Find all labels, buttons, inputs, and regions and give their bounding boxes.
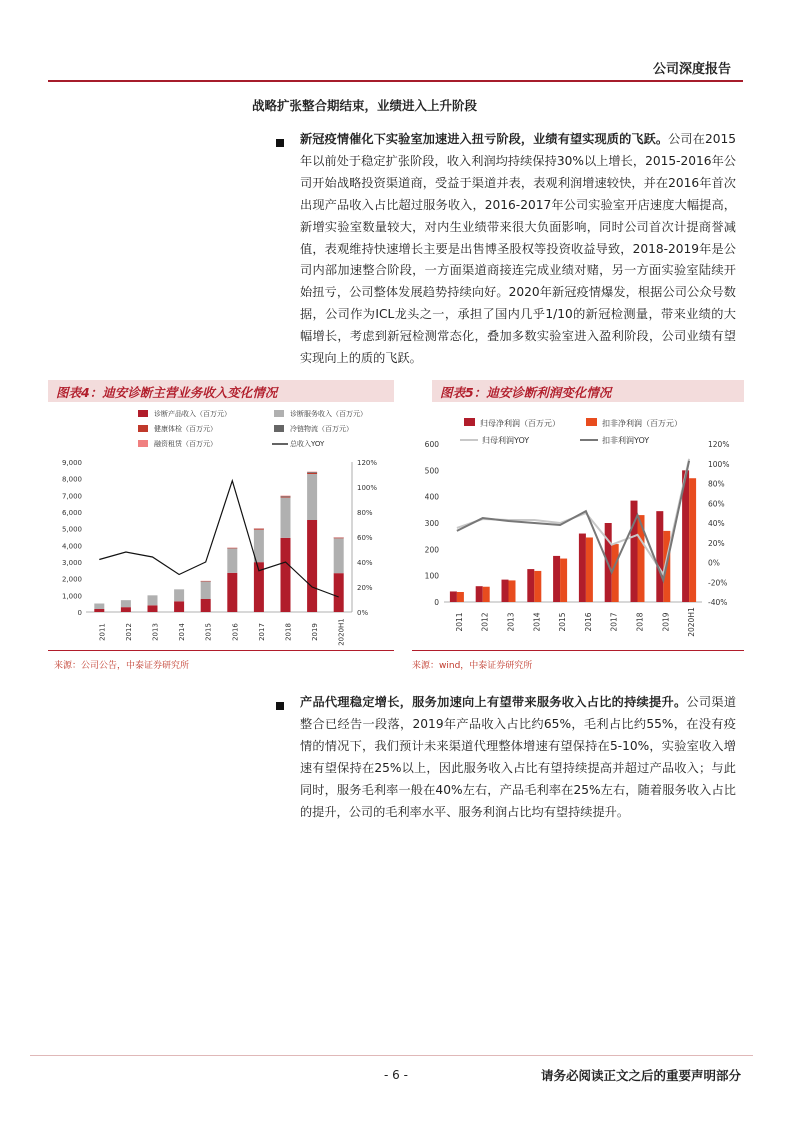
- bar-service-2016: [227, 549, 237, 573]
- legend-label: 诊断服务收入（百万元）: [290, 410, 367, 418]
- legend-swatch-4: [138, 440, 148, 447]
- y-tick-label: 3,000: [61, 559, 82, 567]
- figure4-source: 来源：公司公告，中泰证券研究所: [54, 661, 190, 671]
- bar-other-2017: [254, 529, 264, 530]
- bar-net-profit-2015: [553, 556, 560, 602]
- y2-tick-label: 120%: [708, 440, 730, 449]
- bar-product-2015: [201, 599, 211, 612]
- legend-swatch-0: [138, 410, 148, 417]
- figure4-banner: [48, 380, 394, 402]
- bar-product-2016: [227, 573, 237, 612]
- figure5-source: 来源：wind，中泰证券研究所: [412, 661, 533, 671]
- y-tick-label: 9,000: [61, 459, 82, 467]
- bar-net-profit-2019: [656, 511, 663, 602]
- x-tick-label: 2016: [231, 623, 240, 641]
- page-number: - 6 -: [384, 1068, 408, 1082]
- x-tick-label: 2017: [609, 612, 619, 632]
- y2-tick-label: -40%: [708, 598, 728, 607]
- x-tick-label: 2015: [558, 612, 568, 632]
- bar-other-2015: [201, 581, 211, 582]
- y2-tick-label: 100%: [708, 459, 730, 469]
- bar-other-2019: [307, 473, 317, 474]
- bar-service-2012: [121, 600, 131, 607]
- bar-net-profit-2013: [502, 580, 509, 602]
- paragraph-2-lead: 产品代理稳定增长，服务加速向上有望带来服务收入占比的持续提升。: [300, 695, 687, 709]
- bullet-marker-1: [276, 139, 284, 147]
- figure4-bottom-rule: [48, 650, 394, 651]
- x-tick-label: 2016: [583, 612, 593, 632]
- y-tick-label: 7,000: [61, 492, 82, 501]
- bar-product-2012: [121, 607, 131, 612]
- report-header-title: 公司深度报告: [652, 62, 731, 77]
- bar-other-2016: [227, 548, 237, 549]
- y2-tick-label: 80%: [357, 509, 373, 517]
- figure5-chart: [412, 404, 744, 648]
- legend-label: 归母净利润（百万元）: [480, 419, 560, 428]
- x-tick-label: 2011: [454, 612, 464, 632]
- x-tick-label: 2017: [257, 623, 266, 641]
- legend-label: 扣非利润YOY: [602, 436, 650, 445]
- y-tick-label: 0: [77, 609, 82, 617]
- legend-swatch-3: [274, 425, 284, 432]
- bar-product-2019: [307, 520, 317, 612]
- x-tick-label: 2019: [661, 612, 671, 632]
- figure5-title: 图表5：迪安诊断利润变化情况: [440, 385, 612, 400]
- bar-deducted-profit-2014: [534, 571, 541, 602]
- legend-label: 融资租赁（百万元）: [154, 440, 217, 448]
- x-tick-label: 2012: [124, 623, 133, 641]
- y-tick-label: 1,000: [61, 592, 82, 601]
- y-tick-label: 200: [424, 545, 439, 555]
- y-tick-label: 600: [424, 440, 439, 449]
- legend-label: 扣非净利润（百万元）: [602, 419, 682, 428]
- x-tick-label: 2014: [178, 623, 187, 641]
- bar-service-2014: [174, 589, 184, 601]
- figure5-banner: [432, 380, 744, 402]
- footer-disclaimer: 请务必阅读正文之后的重要声明部分: [540, 1068, 741, 1083]
- legend-swatch-2: [138, 425, 148, 432]
- bar-net-profit-2012: [476, 586, 483, 602]
- bar-service-2011: [94, 604, 104, 610]
- x-tick-label: 2013: [506, 612, 516, 632]
- bar-other-2018: [281, 496, 291, 497]
- figure5-bottom-rule: [412, 650, 744, 651]
- x-tick-label: 2015: [204, 623, 213, 641]
- bar-deducted-profit-2012: [483, 587, 490, 602]
- y2-tick-label: 0%: [357, 609, 369, 617]
- y2-tick-label: 0%: [708, 558, 720, 568]
- y2-tick-label: 100%: [357, 484, 378, 492]
- bar-deducted-profit-2020H1: [689, 478, 696, 602]
- legend-label: 总收入YOY: [290, 440, 325, 448]
- paragraph-1: [300, 129, 736, 370]
- bar-service-2018: [281, 498, 291, 538]
- paragraph-2: [300, 692, 736, 823]
- x-tick-label: 2020H1: [687, 607, 697, 637]
- y-tick-label: 2,000: [61, 575, 82, 584]
- legend-label: 归母利润YOY: [482, 436, 530, 445]
- y2-tick-label: 120%: [357, 459, 378, 467]
- bar-other-2017: [254, 528, 264, 529]
- y-tick-label: 0: [434, 598, 439, 607]
- bar-deducted-profit-2016: [586, 537, 593, 602]
- y2-tick-label: -20%: [708, 578, 728, 588]
- bar-deducted-profit-2015: [560, 559, 567, 602]
- x-tick-label: 2018: [635, 612, 645, 632]
- figure4-title: 图表4：迪安诊断主营业务收入变化情况: [56, 385, 278, 400]
- legend-swatch-1: [586, 418, 597, 426]
- y-tick-label: 500: [424, 466, 439, 476]
- bar-service-2015: [201, 582, 211, 600]
- x-tick-label: 2020H1: [337, 618, 346, 646]
- bar-deducted-profit-2011: [457, 592, 464, 602]
- paragraph-1-lead: 新冠疫情催化下实验室加速进入扭亏阶段，业绩有望实现质的飞跃。: [300, 132, 669, 146]
- bar-other-2019: [307, 472, 317, 473]
- bar-service-2013: [148, 595, 158, 605]
- legend-swatch-0: [464, 418, 475, 426]
- x-tick-label: 2014: [532, 612, 542, 632]
- section-title: 战略扩张整合期结束，业绩进入上升阶段: [252, 98, 478, 113]
- legend-label: 冷链物流（百万元）: [290, 425, 353, 433]
- header-divider: [48, 80, 743, 82]
- x-tick-label: 2012: [480, 612, 490, 632]
- y2-tick-label: 20%: [357, 584, 373, 592]
- bar-net-profit-2016: [579, 534, 586, 602]
- bar-product-2014: [174, 601, 184, 612]
- y-tick-label: 6,000: [61, 509, 82, 517]
- y-tick-label: 4,000: [61, 542, 82, 551]
- legend-label: 诊断产品收入（百万元）: [154, 410, 231, 418]
- figure4-chart: [48, 404, 394, 648]
- x-tick-label: 2019: [311, 623, 320, 641]
- bullet-marker-2: [276, 702, 284, 710]
- bar-net-profit-2014: [527, 569, 534, 602]
- y-tick-label: 400: [424, 492, 439, 502]
- x-tick-label: 2011: [98, 623, 107, 641]
- y2-tick-label: 20%: [708, 538, 725, 548]
- legend-swatch-1: [274, 410, 284, 417]
- y-tick-label: 5,000: [61, 525, 82, 534]
- y-tick-label: 8,000: [61, 475, 82, 484]
- bar-net-profit-2011: [450, 591, 457, 602]
- y2-tick-label: 60%: [357, 534, 373, 542]
- bar-other-2018: [281, 497, 291, 498]
- bar-service-2019: [307, 474, 317, 520]
- y2-tick-label: 80%: [708, 479, 725, 489]
- legend-label: 健康体检（百万元）: [154, 425, 217, 433]
- bar-product-2011: [94, 609, 104, 612]
- bar-deducted-profit-2013: [509, 580, 516, 602]
- y2-tick-label: 60%: [708, 499, 725, 509]
- y-tick-label: 300: [424, 519, 439, 528]
- bar-deducted-profit-2017: [612, 544, 619, 602]
- line-total-yoy: [99, 481, 338, 597]
- bar-other-2020H1: [334, 537, 344, 538]
- paragraph-1-body: 公司在2015年以前处于稳定扩张阶段，收入利润均持续保持30%以上增长，2015-2016年公司开始战略投资渠道商，受益于渠道并表，表观利润增速较快，并在2016年首次出现产品收入占比超过服务收入，2016-2017年公司实验室开店速度大幅提高，新增实验室数量较大，对内生业绩带来很大负面影响，同时公司首次计提商誉减值，表观维持快速增长主要是出售博圣股权等投资收益导致，2018-2019年是公司内部加速整合阶段，一方面渠道商接连完成业绩对赌，另一方面实验室陆续开始扭亏，公司整体发展趋势持续向好。2020年新冠疫情爆发，根据公司公众号数据，公司作为ICL龙头之一，承担了国内几乎1/10的新冠检测量，带来业绩的大幅增长，考虑到新冠检测常态化，叠加多数实验室进入盈利阶段，公司业绩有望实现向上的质的飞跃。: [300, 132, 736, 366]
- paragraph-2-body: 公司渠道整合已经告一段落，2019年产品收入占比约65%，毛利占比约55%，在没有疫情的情况下，我们预计未来渠道代理整体增速有望保持在5-10%，实验室收入增速有望保持在25%以上，因此服务收入占比有望持续提高并超过产品收入；与此同时，服务毛利率一般在40%左右，产品毛利率在25%左右，随着服务收入占比的提升，公司的毛利率水平、服务利润占比均有望持续提升。: [300, 695, 737, 819]
- bar-service-2020H1: [334, 538, 344, 573]
- bar-product-2020H1: [334, 573, 344, 612]
- x-tick-label: 2013: [151, 623, 160, 641]
- bar-other-2019: [307, 472, 317, 473]
- footer-divider: [30, 1055, 753, 1056]
- bar-product-2013: [148, 605, 158, 612]
- y2-tick-label: 40%: [708, 519, 725, 528]
- x-tick-label: 2018: [284, 623, 293, 641]
- y-tick-label: 100: [424, 571, 439, 581]
- bar-product-2018: [281, 538, 291, 612]
- y2-tick-label: 40%: [357, 559, 373, 567]
